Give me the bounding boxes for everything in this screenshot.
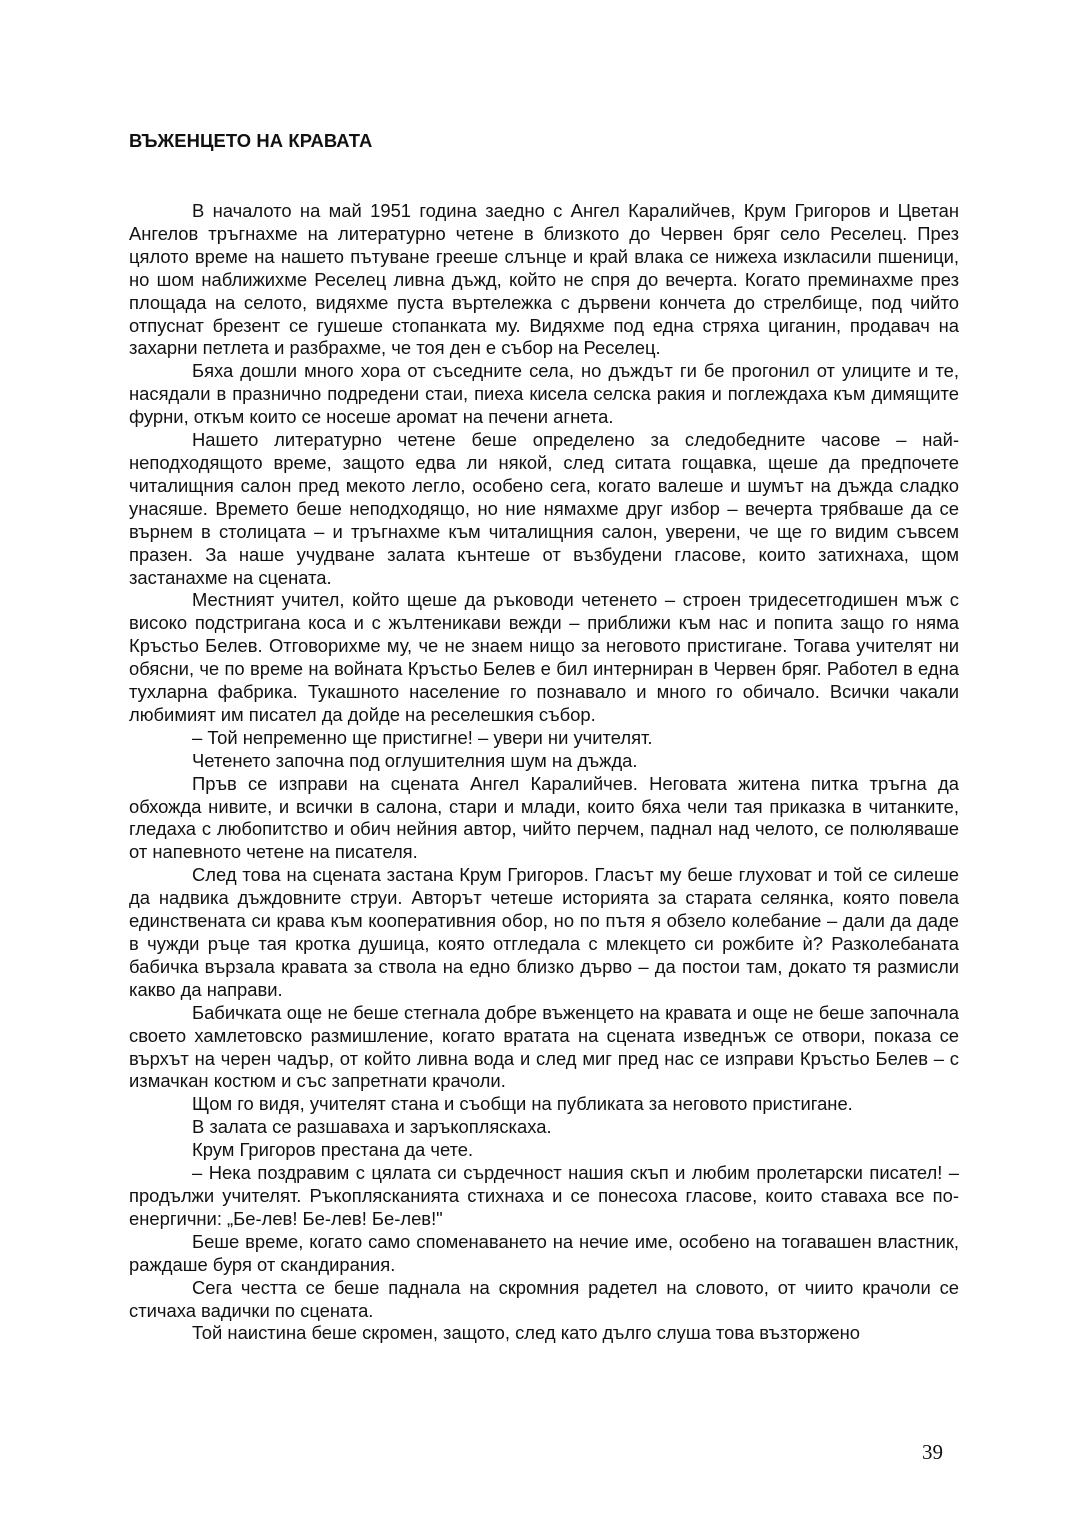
paragraph: Местният учител, който щеше да ръководи четенето – строен тридесетгодишен мъж с високо подстригана коса и с жълтеникави вежди – приближи към нас и попита защо го няма Кръстьо Белев. Отговорихме му, че не знаем нищо за неговото пристигане. Тогава учителят ни обясни, че по време на войната Кръстьо Белев е бил интерниран в Червен бряг. Работел в една тухларна фабрика. Тукашното население го познавало и много го обичало. Всички чакали любимият им писател да дойде на реселешкия събор. [129,589,959,725]
body-text [129,200,959,1345]
paragraph: Пръв се изправи на сцената Ангел Каралийчев. Неговата житена питка тръгна да обхожда нивите, и всички в салона, стари и млади, които бяха чели тая приказка в читанките, гледаха с любопитство и обич нейния автор, чийто перчем, паднал над челото, се полюляваше от напевното четене на писателя. [129,772,959,863]
paragraph: Крум Григоров престана да чете. [192,1139,474,1161]
page-title: ВЪЖЕНЦЕТО НА КРАВАТА [129,130,373,151]
paragraph: Щом го видя, учителят стана и съобщи на публиката за неговото пристигане. [192,1093,853,1115]
paragraph: Той наистина беше скромен, защото, след като дълго слуша това възторжено [192,1322,860,1344]
paragraph: – Нека поздравим с цялата си сърдечност нашия скъп и любим пролетарски писател! – продължи учителят. Ръкоплясканията стихнаха и се понесоха гласове, които ставаха все по-енергични: „Бе-лев! Бе-лев! Бе-лев!" [129,1162,959,1229]
paragraph: След това на сцената застана Крум Григоров. Гласът му беше глуховат и той се силеше да надвика дъждовните струи. Авторът четеше историята за старата селянка, която повела единствената си крава към кооперативния обор, но по пътя я обзело колебание – дали да даде в чужди ръце тая кротка душица, която отгледала с млекцето си рожбите ѝ? Разколебаната бабичка вързала кравата за ствола на едно близко дърво – да постои там, докато тя размисли какво да направи. [129,864,959,1000]
paragraph: Бяха дошли много хора от съседните села, но дъждът ги бе прогонил от улиците и те, насядали в празнично подредени стаи, пиеха кисела селска ракия и поглеждаха към димящите фурни, откъм които се носеше аромат на печени агнета. [129,360,959,428]
paragraph: Сега честта се беше паднала на скромния радетел на словото, от чиито крачоли се стичаха вадички по сцената. [129,1276,959,1321]
paragraph: Бабичката още не беше стегнала добре въженцето на кравата и още не беше започнала своето хамлетовско размишление, когато вратата на сцената изведнъж се отвори, показа се върхът на черен чадър, от който ливна вода и след миг пред нас се изправи Кръстьо Белев – с измачкан костюм и със запретнати крачоли. [129,1001,959,1092]
paragraph: Беше време, когато само споменаването на нечие име, особено на тогавашен властник, раждаше буря от скандирания. [129,1230,959,1275]
paragraph: В залата се разшаваха и заръкопляскаха. [192,1116,552,1138]
paragraph: – Той непременно ще пристигне! – увери ни учителят. [192,726,653,748]
paragraph: В началото на май 1951 година заедно с Ангел Каралийчев, Крум Григоров и Цветан Ангелов тръгнахме на литературно четене в близкото до Червен бряг село Реселец. През цялото време на нашето пътуване грееше слънце и край влака се нижеха изкласили пшеници, но шом наближихме Реселец ливна дъжд, който не спря до вечерта. Когато преминахме през площада на селото, видяхме пуста въртележка с дървени кончета до стрелбище, под чийто отпуснат брезент се гушеше стопанката му. Видяхме под една стряха циганин, продавач на захарни петлета и разбрахме, че тоя ден е събор на Реселец. [129,200,959,359]
paragraph: Нашето литературно четене беше определено за следобедните часове – най-неподходящото време, защото едва ли някой, след ситата гощавка, щеше да предпочете читалищния салон пред мекото легло, особено сега, когато валеше и шумът на дъжда сладко унасяше. Времето беше неподходящо, но ние нямахме друг избор – вечерта трябваше да се върнем в столицата – и тръгнахме към читалищния салон, уверени, че ще го видим съвсем празен. За наше учудване залата кънтеше от възбудени гласове, които затихнаха, щом застанахме на сцената. [129,429,959,588]
paragraph: Четенето започна под оглушителния шум на дъжда. [192,749,638,771]
page-number: 39 [922,1440,943,1464]
